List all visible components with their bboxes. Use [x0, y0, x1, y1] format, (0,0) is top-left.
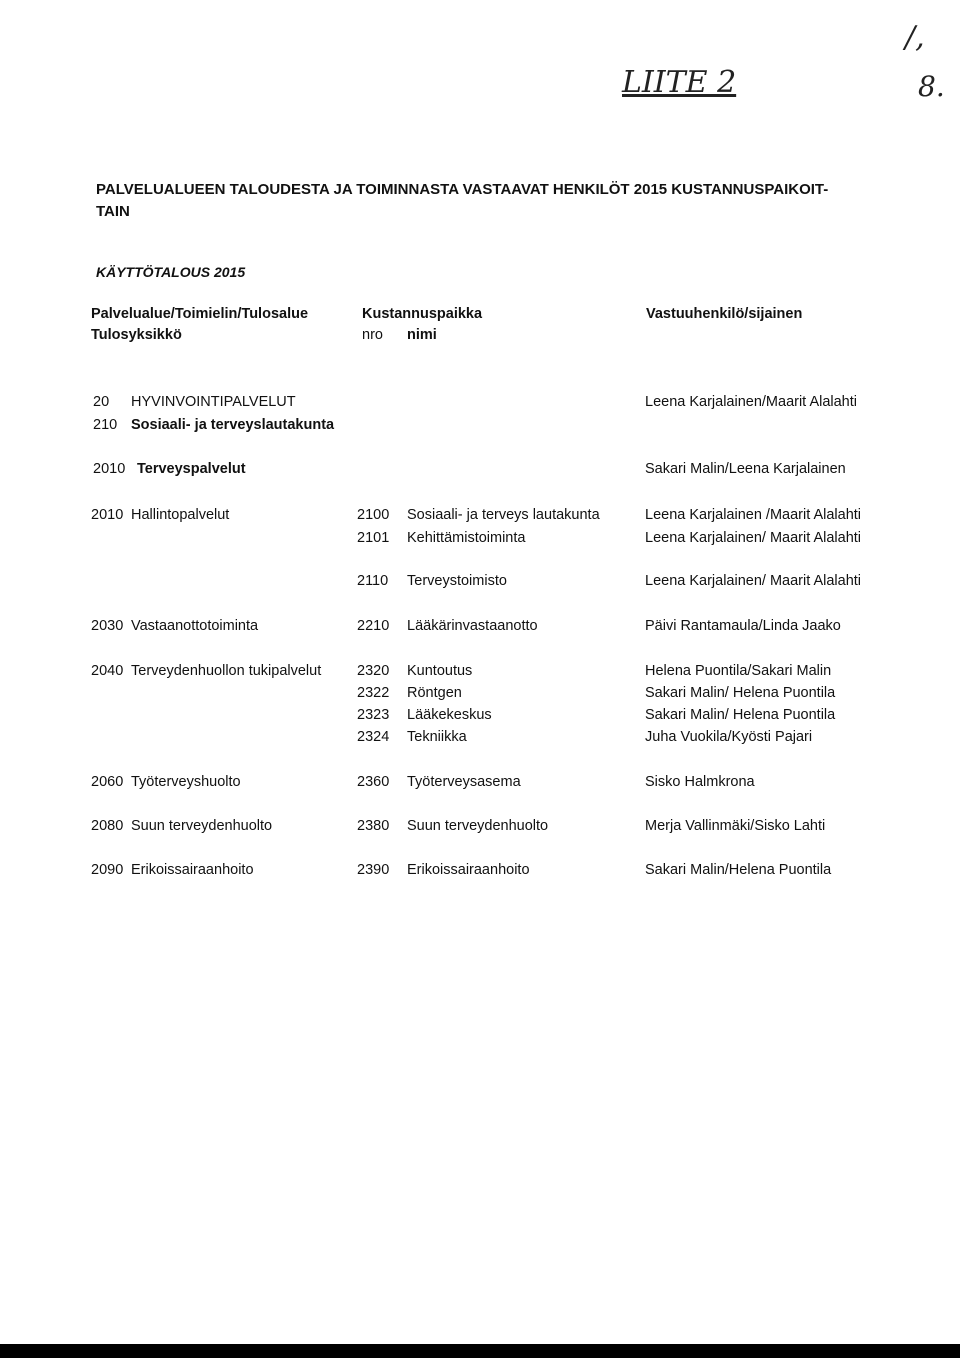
row-cp-nro: 2322: [357, 685, 390, 701]
row-unit-code: 2010: [91, 507, 124, 523]
row-person: Sakari Malin/ Helena Puontila: [645, 707, 836, 723]
row-cp-nro: 2390: [357, 862, 390, 878]
unit-name-hyvinvointipalvelut: HYVINVOINTIPALVELUT: [131, 394, 296, 410]
row-unit-code: 2030: [91, 618, 124, 634]
row-cp-nro: 2380: [357, 818, 390, 834]
row-cp-nro: 2210: [357, 618, 390, 634]
row-unit-code: 2040: [91, 663, 124, 679]
row-cp-nimi: Suun terveydenhuolto: [407, 818, 549, 834]
header-tulosyksikko: Tulosyksikkö: [91, 327, 182, 343]
row-unit-name: Vastaanottotoiminta: [131, 618, 259, 634]
row-cp-nimi: Työterveysasema: [407, 774, 521, 790]
row-unit-name: Hallintopalvelut: [131, 507, 230, 523]
row-unit-name: Terveydenhuollon tukipalvelut: [131, 663, 322, 679]
row-cp-nro: 2110: [357, 573, 389, 589]
row-person: Sakari Malin/ Helena Puontila: [645, 685, 836, 701]
document-title-line-1: PALVELUALUEEN TALOUDESTA JA TOIMINNASTA VASTAAVAT HENKILÖT 2015 KUSTANNUSPAIKOIT-: [96, 181, 829, 198]
row-unit-name: Erikoissairaanhoito: [131, 862, 254, 878]
row-unit-name: Työterveyshuolto: [131, 774, 241, 790]
row-person: Leena Karjalainen /Maarit Alalahti: [645, 507, 862, 523]
row-cp-nimi: Kuntoutus: [407, 663, 473, 679]
header-kustannuspaikka: Kustannuspaikka: [362, 306, 483, 322]
document-subtitle: KÄYTTÖTALOUS 2015: [96, 264, 246, 280]
row-cp-nro: 2320: [357, 663, 390, 679]
unit-code-210: 210: [93, 417, 118, 433]
header-nro: nro: [362, 327, 383, 343]
row-person: Helena Puontila/Sakari Malin: [645, 663, 832, 679]
row-cp-nimi: Sosiaali- ja terveys lautakunta: [407, 507, 600, 523]
row-cp-nimi: Lääkekeskus: [407, 707, 492, 723]
handwritten-page-mark: /,: [905, 20, 925, 55]
row-cp-nimi: Kehittämistoiminta: [407, 530, 526, 546]
handwritten-liite-label: LIITE 2: [622, 65, 737, 100]
row-person: Sakari Malin/Helena Puontila: [645, 862, 832, 878]
row-unit-name: Suun terveydenhuolto: [131, 818, 273, 834]
row-unit-code: 2060: [91, 774, 124, 790]
row-cp-nro: 2324: [357, 729, 390, 745]
handwritten-page-number: 8.: [918, 70, 945, 103]
row-person: Leena Karjalainen/ Maarit Alalahti: [645, 573, 862, 589]
row-person: Merja Vallinmäki/Sisko Lahti: [645, 818, 826, 834]
row-cp-nro: 2101: [357, 530, 390, 546]
unit-name-lautakunta: Sosiaali- ja terveyslautakunta: [131, 417, 335, 433]
row-cp-nimi: Röntgen: [407, 685, 462, 701]
row-unit-code: 2080: [91, 818, 124, 834]
row-cp-nro: 2323: [357, 707, 390, 723]
row-cp-nimi: Terveystoimisto: [407, 573, 507, 589]
unit-code-2010-terveyspalvelut: 2010: [93, 461, 126, 477]
unit-person-terveyspalvelut: Sakari Malin/Leena Karjalainen: [645, 461, 846, 477]
document-title-line-2: TAIN: [96, 203, 130, 220]
scan-bottom-edge: [0, 1344, 960, 1358]
row-unit-code: 2090: [91, 862, 124, 878]
row-cp-nimi: Erikoissairaanhoito: [407, 862, 530, 878]
unit-code-20: 20: [93, 394, 110, 410]
row-person: Sisko Halmkrona: [645, 774, 755, 790]
row-person: Leena Karjalainen/ Maarit Alalahti: [645, 530, 862, 546]
unit-person-hyvinvointipalvelut: Leena Karjalainen/Maarit Alalahti: [645, 394, 857, 410]
row-cp-nro: 2100: [357, 507, 390, 523]
row-cp-nimi: Tekniikka: [407, 729, 467, 745]
row-cp-nimi: Lääkärinvastaanotto: [407, 618, 538, 634]
row-cp-nro: 2360: [357, 774, 390, 790]
row-person: Juha Vuokila/Kyösti Pajari: [645, 729, 813, 745]
header-nimi: nimi: [407, 327, 437, 343]
header-vastuuhenkilo: Vastuuhenkilö/sijainen: [646, 306, 803, 322]
header-tulosalue: Palvelualue/Toimielin/Tulosalue: [91, 306, 309, 322]
row-person: Päivi Rantamaula/Linda Jaako: [645, 618, 841, 634]
unit-name-terveyspalvelut: Terveyspalvelut: [137, 461, 246, 477]
